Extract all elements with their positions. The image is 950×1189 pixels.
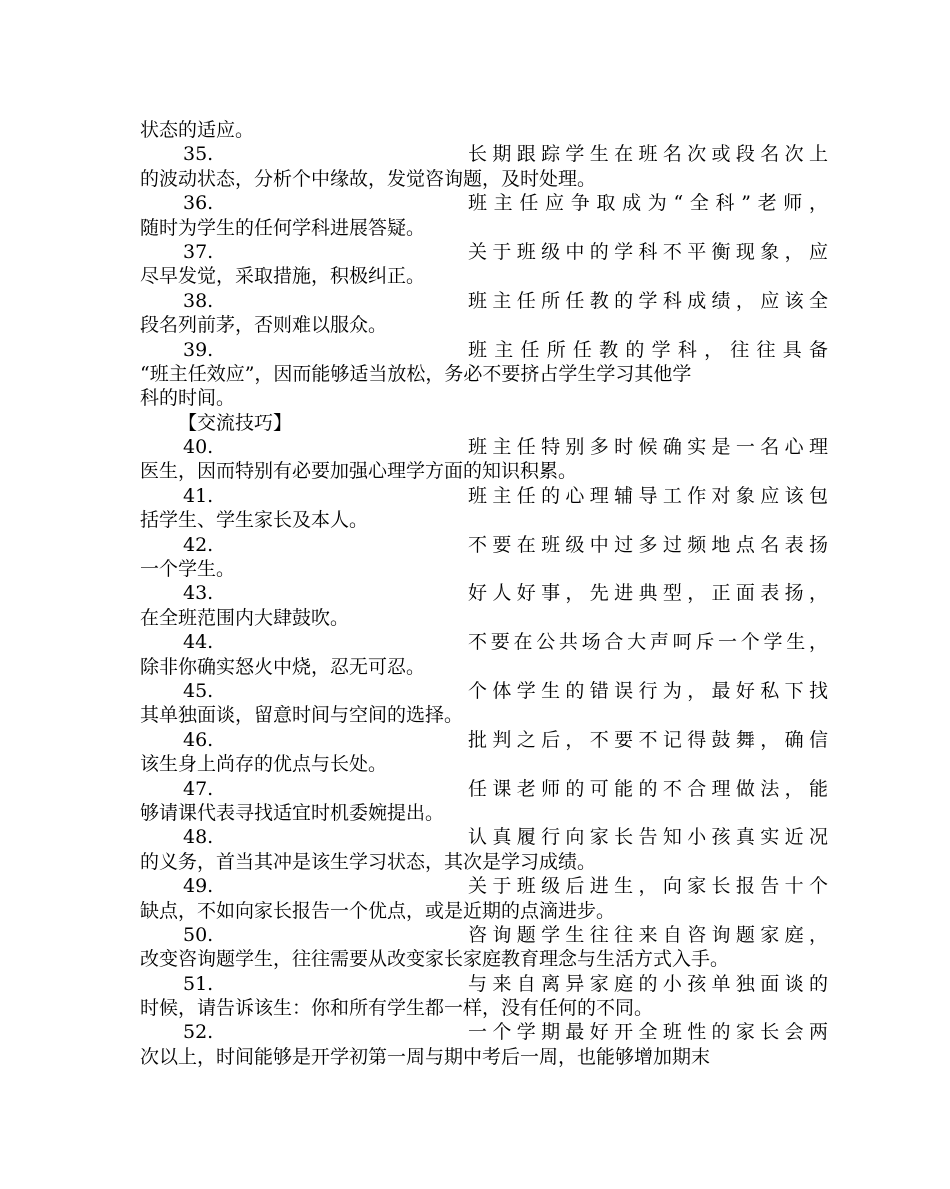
item-text-continued: 的波动状态，分析个中缘故，发觉咨询题，及时处理。 <box>140 167 597 190</box>
item-text: 个体学生的错误行为，最好私下找 <box>468 679 828 702</box>
item-text: 一个学期最好开全班性的家长会两 <box>468 1021 828 1044</box>
item-number: 43. <box>183 582 214 605</box>
item-text-continued: 尽早发觉，采取措施，积极纠正。 <box>140 265 426 288</box>
item-number: 44. <box>183 631 214 654</box>
item-text: 班主任的心理辅导工作对象应该包 <box>468 484 828 507</box>
item-text-continued: 一个学生。 <box>140 558 236 581</box>
item-text-continued: 段名列前茅，否则难以服众。 <box>140 314 388 337</box>
item-text: 关于班级中的学科不平衡现象，应 <box>468 240 828 263</box>
paragraph-line: 状态的适应。 <box>140 119 255 141</box>
item-number: 50. <box>183 923 214 946</box>
item-text: 不要在班级中过多过频地点名表扬 <box>468 533 828 556</box>
list-item <box>140 874 828 923</box>
item-text: 咨询题学生往往来自咨询题家庭， <box>468 923 828 946</box>
item-number: 46. <box>183 728 214 751</box>
list-item <box>140 728 828 777</box>
item-text-continued: 的义务，首当其冲是该生学习状态，其次是学习成绩。 <box>140 850 597 873</box>
item-text-continued: 改变咨询题学生，往往需要从改变家长家庭教育理念与生活方式入手。 <box>140 948 730 971</box>
item-number: 49. <box>183 875 214 898</box>
item-text-continued: 时候，请告诉该生：你和所有学生都一样，没有任何的不同。 <box>140 997 654 1020</box>
item-text-continued: 其单独面谈，留意时间与空间的选择。 <box>140 704 464 727</box>
section-heading: 【交流技巧】 <box>178 411 293 434</box>
list-item <box>140 533 828 582</box>
item-text: 不要在公共场合大声呵斥一个学生， <box>468 631 828 654</box>
item-text-continued: 缺点，不如向家长报告一个优点，或是近期的点滴进步。 <box>140 899 616 922</box>
item-number: 48. <box>183 826 214 849</box>
item-text: 任课老师的可能的不合理做法，能 <box>468 777 828 800</box>
item-text: 班主任应争取成为“全科”老师， <box>468 192 828 215</box>
item-text-continued: 次以上，时间能够是开学初第一周与期中考后一周，也能够增加期末 <box>140 1045 711 1068</box>
item-text-continued: 在全班范围内大肆鼓吹。 <box>140 606 350 629</box>
list-item <box>140 142 828 191</box>
item-number: 52. <box>183 1021 214 1044</box>
item-number: 40. <box>183 436 214 459</box>
item-text: 与来自离异家庭的小孩单独面谈的 <box>468 972 828 995</box>
item-text: 班主任所任教的学科，往往具备 <box>468 338 828 361</box>
item-text-continued: 医生，因而特别有必要加强心理学方面的知识积累。 <box>140 460 578 483</box>
item-text-continued: 该生身上尚存的优点与长处。 <box>140 753 388 776</box>
item-text-continued: 除非你确实怒火中烧，忍无可忍。 <box>140 655 426 678</box>
item-number: 45. <box>183 679 214 702</box>
item-number: 38. <box>183 289 214 312</box>
item-text-continued: 括学生、学生家长及本人。 <box>140 509 369 532</box>
item-text: 长期跟踪学生在班名次或段名次上 <box>468 143 828 166</box>
list-item <box>140 1020 828 1069</box>
item-text-continued: 够请课代表寻找适宜时机委婉提出。 <box>140 801 445 824</box>
list-item <box>140 679 828 728</box>
list-item <box>140 777 828 826</box>
item-number: 42. <box>183 533 214 556</box>
item-text: 认真履行向家长告知小孩真实近况 <box>468 826 828 849</box>
item-text-continued: “班主任效应”，因而能够适当放松，务必不要挤占学生学习其他学 <box>140 362 692 385</box>
list-item <box>140 972 828 1021</box>
list-item <box>140 289 828 338</box>
list-item <box>140 191 828 240</box>
document-page <box>140 118 828 1069</box>
list-item <box>140 581 828 630</box>
list-item <box>140 825 828 874</box>
item-text: 好人好事，先进典型，正面表扬， <box>468 582 828 605</box>
item-text: 班主任所任教的学科成绩，应该全 <box>468 289 828 312</box>
list-item <box>140 240 828 289</box>
item-number: 41. <box>183 484 214 507</box>
item-number: 47. <box>183 777 214 800</box>
item-text: 关于班级后进生，向家长报告十个 <box>468 875 828 898</box>
list-item <box>140 923 828 972</box>
item-text: 班主任特别多时候确实是一名心理 <box>468 436 828 459</box>
item-text-continued: 随时为学生的任何学科进展答疑。 <box>140 216 426 239</box>
item-number: 51. <box>183 972 214 995</box>
list-item <box>140 630 828 679</box>
item-number: 39. <box>183 338 214 361</box>
item-text: 批判之后，不要不记得鼓舞，确信 <box>468 728 828 751</box>
list-item <box>140 435 828 484</box>
list-item <box>140 484 828 533</box>
item-text-continued: 科的时间。 <box>140 387 236 410</box>
item-number: 36. <box>183 192 214 215</box>
item-number: 37. <box>183 240 214 263</box>
list-item <box>140 338 828 411</box>
item-number: 35. <box>183 143 214 166</box>
